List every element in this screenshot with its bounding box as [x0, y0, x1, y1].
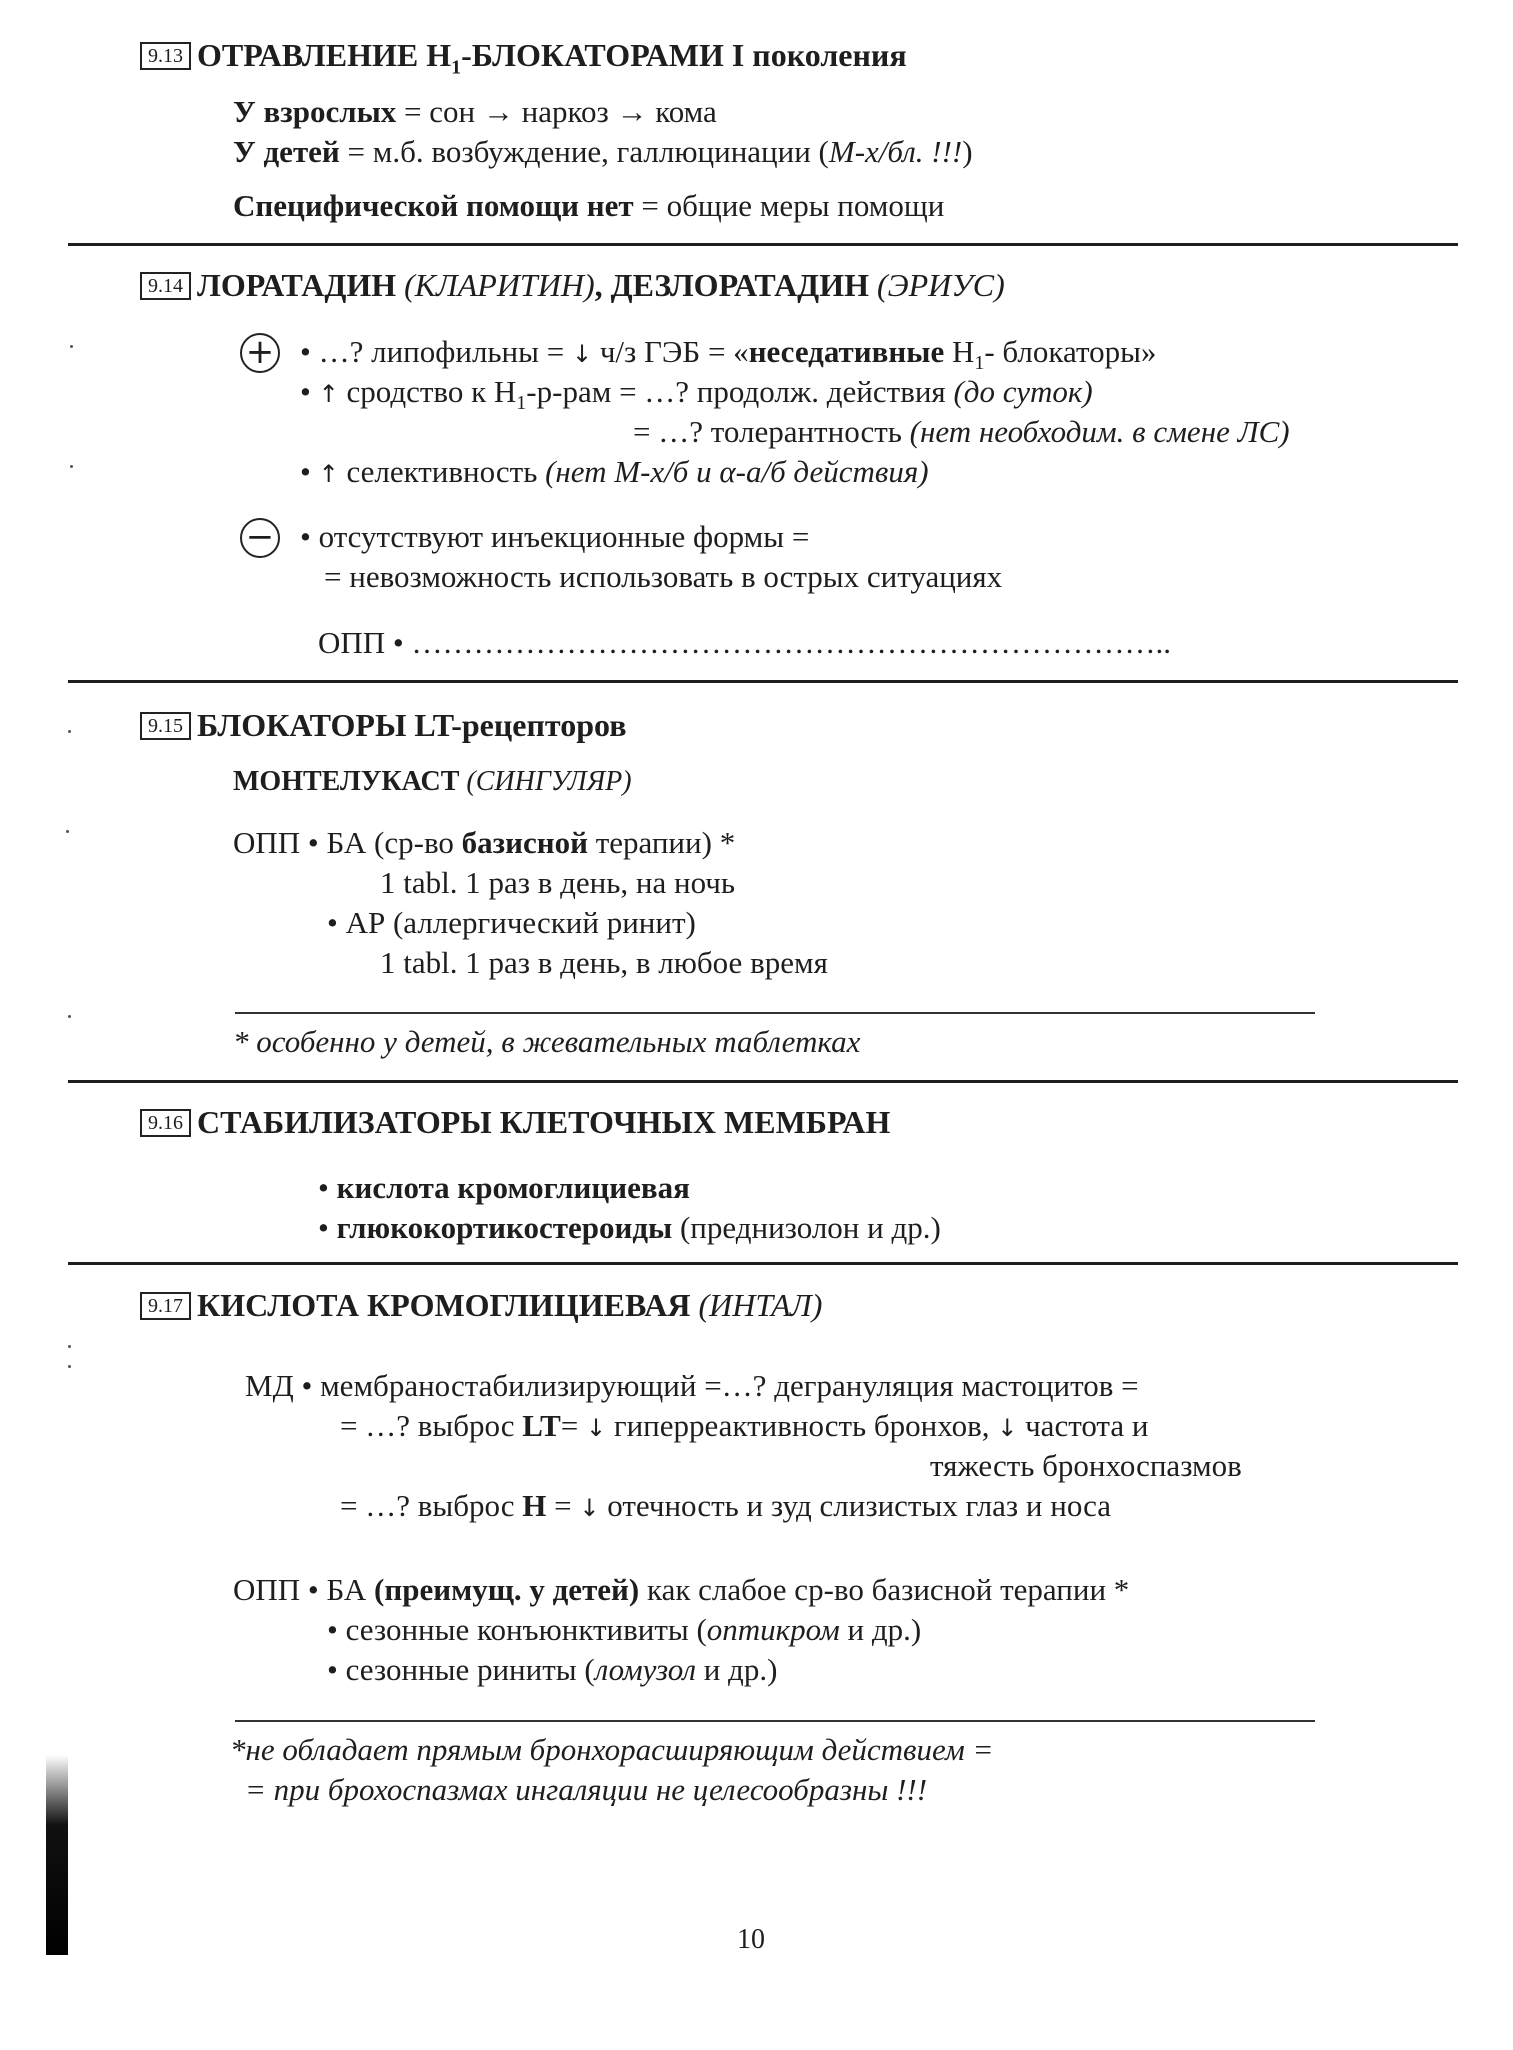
adults-line: У взрослых = сон → наркоз → кома — [233, 94, 717, 129]
scan-speck — [66, 830, 69, 833]
section-9-13-title: 9.13 ОТРАВЛЕНИЕ $Н_1$-БЛОКАТОРАМИ I поколения — [140, 35, 907, 87]
divider — [68, 680, 1458, 683]
minus-circle-icon: − — [240, 518, 280, 558]
md-line-4: = …? выброс Н = ↓ отечность и зуд слизистых глаз и носа — [340, 1488, 1112, 1523]
list-item: • глюкокортикостероиды (преднизолон и др.) — [318, 1210, 941, 1245]
pro-item-3: • ↑ селективность (нет М-х/б и α-а/б действия) — [300, 454, 929, 489]
section-9-16-title: 9.16 СТАБИЛИЗАТОРЫ КЛЕТОЧНЫХ МЕМБРАН — [140, 1102, 890, 1142]
pro-item-2: • ↑ сродство к $Н_1-р$-рам = …? продолж. действия (до суток) — [300, 374, 1093, 415]
arrow-down-icon: ↓ — [997, 1414, 1018, 1442]
specific-help-line: Специфической помощи нет = общие меры помощи — [233, 188, 945, 223]
page-number: 10 — [737, 1924, 765, 1955]
arrow-down-icon: ↓ — [571, 340, 593, 368]
footnote-rule — [235, 1720, 1315, 1722]
pro-item-1: • …? липофильны = ↓ ч/з ГЭБ = «неседативные $Н_1-$ блокаторы» — [300, 334, 1157, 375]
scan-speck — [68, 1015, 71, 1018]
opp-item-2-dose: 1 tabl. 1 раз в день, в любое время — [380, 945, 828, 980]
section-number-box: 9.16 — [140, 1109, 191, 1137]
arrow-up-icon: ↑ — [318, 380, 339, 408]
section-9-14-title: 9.14 ЛОРАТАДИН (КЛАРИТИН), ДЕЗЛОРАТАДИН (ЭРИУС) — [140, 265, 1005, 305]
plus-circle-icon: + — [240, 333, 280, 373]
opp-item-3: • сезонные риниты (ломузол и др.) — [327, 1652, 778, 1687]
section-number-box: 9.17 — [140, 1292, 191, 1320]
footnote-line-2: = при брохоспазмах ингаляции не целесообразны !!! — [245, 1772, 928, 1807]
scan-speck — [70, 345, 73, 348]
arrow-up-icon: ↑ — [318, 460, 339, 488]
arrow-down-icon: ↓ — [579, 1494, 600, 1522]
opp-item-2: • сезонные конъюнктивиты (оптикром и др.) — [327, 1612, 922, 1647]
opp-line: ОПП • ……………………………………………………………….. — [318, 625, 1172, 660]
divider — [68, 1080, 1458, 1083]
scan-edge-artifact — [46, 1755, 68, 1955]
scan-speck — [70, 465, 73, 468]
md-line-3: тяжесть бронхоспазмов — [930, 1448, 1242, 1483]
divider — [68, 1262, 1458, 1265]
arrow-down-icon: ↓ — [586, 1414, 607, 1442]
con-item-1-cont: = невозможность использовать в острых ситуациях — [324, 559, 1003, 594]
section-number-box: 9.14 — [140, 272, 191, 300]
opp-item-1: ОПП • БА (преимущ. у детей) как слабое ср-во базисной терапии * — [233, 1572, 1130, 1607]
divider — [68, 243, 1458, 246]
scan-speck — [68, 730, 71, 733]
footnote: * особенно у детей, в жевательных таблетках — [233, 1024, 861, 1059]
scan-speck — [68, 1365, 71, 1368]
scan-speck — [68, 1345, 71, 1348]
list-item: • кислота кромоглициевая — [318, 1170, 690, 1205]
opp-item-1-dose: 1 tabl. 1 раз в день, на ночь — [380, 865, 736, 900]
section-number-box: 9.15 — [140, 712, 191, 740]
children-line: У детей = м.б. возбуждение, галлюцинации (М-х/бл. !!!) — [233, 134, 973, 169]
section-9-17-title: 9.17 КИСЛОТА КРОМОГЛИЦИЕВАЯ (ИНТАЛ) — [140, 1285, 822, 1325]
con-item-1: • отсутствуют инъекционные формы = — [300, 519, 810, 554]
footnote-line-1: *не обладает прямым бронхорасширяющим действием = — [230, 1732, 994, 1767]
section-9-15-title: 9.15 БЛОКАТОРЫ LT-рецепторов — [140, 705, 627, 745]
footnote-rule — [235, 1012, 1315, 1014]
drug-name: МОНТЕЛУКАСТ (СИНГУЛЯР) — [233, 766, 632, 797]
section-number-box: 9.13 — [140, 42, 191, 70]
md-line-1: МД • мембраностабилизирующий =…? дегрануляция мастоцитов = — [245, 1368, 1139, 1403]
opp-item-1: ОПП • БА (ср-во базисной терапии) * — [233, 825, 736, 860]
pro-item-2-cont: = …? толерантность (нет необходим. в смене ЛС) — [633, 414, 1290, 449]
opp-item-2: • АР (аллергический ринит) — [327, 905, 696, 940]
md-line-2: = …? выброс LT= ↓ гиперреактивность бронхов, ↓ частота и — [340, 1408, 1149, 1443]
